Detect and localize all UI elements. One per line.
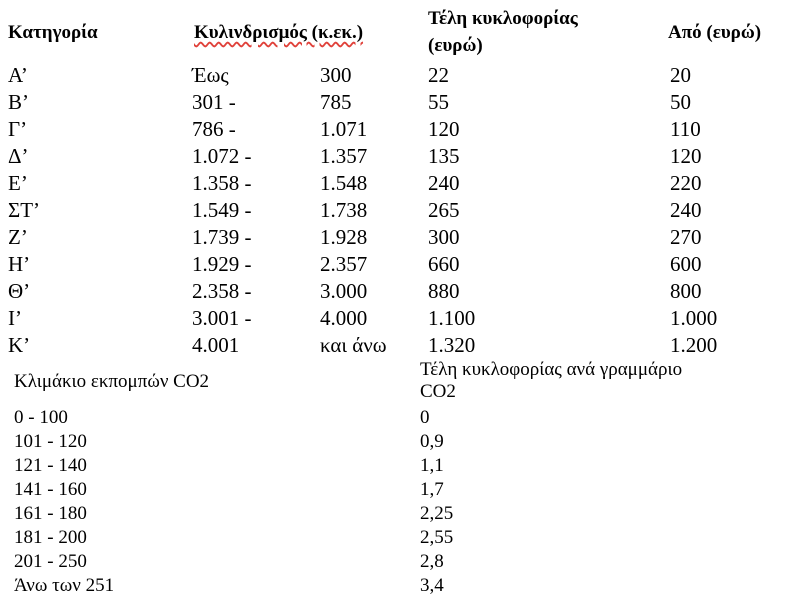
header-category: Κατηγορία (8, 22, 98, 43)
cell-co2-range: 141 - 160 (14, 479, 87, 500)
cell-fee: 880 (428, 279, 460, 303)
cell-cc-to: 1.928 (320, 225, 368, 249)
cell-cc-from: 2.358 - (192, 279, 252, 303)
cell-co2-range: 0 - 100 (14, 407, 68, 428)
cell-fee: 300 (428, 225, 460, 249)
cell-from: 1.200 (670, 333, 718, 357)
cell-category: Α’ (8, 63, 28, 87)
cell-category: Ε’ (8, 171, 28, 195)
header-co2-fee-line2: CO2 (420, 381, 456, 402)
cell-co2-fee: 2,8 (420, 551, 444, 572)
cell-co2-fee: 2,25 (420, 503, 454, 524)
cell-cc-from: 1.549 - (192, 198, 252, 222)
cell-cc-from: 1.072 - (192, 144, 252, 168)
cell-cc-from: Έως (192, 63, 229, 87)
header-displacement: Κυλινδρισμός (κ.εκ.) (194, 22, 364, 43)
cell-cc-from: 1.739 - (192, 225, 252, 249)
cell-co2-range: 201 - 250 (14, 551, 87, 572)
cell-co2-fee: 0 (420, 407, 430, 428)
cell-cc-from: 4.001 (192, 333, 240, 357)
cell-cc-to: 3.000 (320, 279, 368, 303)
cell-from: 240 (670, 198, 702, 222)
cell-co2-range: 161 - 180 (14, 503, 87, 524)
cell-fee: 1.100 (428, 306, 476, 330)
header-co2-scale: Κλιμάκιο εκπομπών CO2 (14, 371, 210, 392)
cell-cc-to: 2.357 (320, 252, 368, 276)
cell-from: 50 (670, 90, 691, 114)
cell-cc-to: 1.738 (320, 198, 368, 222)
cell-fee: 265 (428, 198, 460, 222)
cell-cc-to: 785 (320, 90, 352, 114)
cell-cc-from: 1.358 - (192, 171, 252, 195)
cell-category: Ζ’ (8, 225, 28, 249)
cell-cc-from: 1.929 - (192, 252, 252, 276)
cell-fee: 22 (428, 63, 449, 87)
cell-co2-fee: 1,7 (420, 479, 444, 500)
cell-fee: 660 (428, 252, 460, 276)
cell-category: Κ’ (8, 333, 31, 357)
cell-from: 110 (670, 117, 701, 141)
cell-fee: 1.320 (428, 333, 476, 357)
cell-category: Γ’ (8, 117, 28, 141)
cell-category: Β’ (8, 90, 29, 114)
cell-co2-fee: 0,9 (420, 431, 444, 452)
header-fees-line2: (ευρώ) (428, 35, 483, 56)
cell-cc-to: και άνω (320, 333, 387, 357)
cell-cc-to: 300 (320, 63, 352, 87)
cell-from: 600 (670, 252, 702, 276)
cell-category: Δ’ (8, 144, 29, 168)
cell-fee: 135 (428, 144, 460, 168)
cell-fee: 240 (428, 171, 460, 195)
cell-cc-from: 301 - (192, 90, 236, 114)
cell-cc-to: 1.071 (320, 117, 368, 141)
cell-co2-fee: 2,55 (420, 527, 454, 548)
cell-co2-fee: 1,1 (420, 455, 444, 476)
cell-from: 800 (670, 279, 702, 303)
cell-from: 20 (670, 63, 691, 87)
cell-from: 220 (670, 171, 702, 195)
header-from: Από (ευρώ) (668, 22, 762, 43)
header-fees-line1: Τέλη κυκλοφορίας (428, 8, 578, 29)
cell-from: 1.000 (670, 306, 718, 330)
cell-fee: 55 (428, 90, 449, 114)
cell-co2-range: Άνω των 251 (14, 575, 115, 596)
cell-cc-to: 1.357 (320, 144, 368, 168)
cell-cc-to: 1.548 (320, 171, 368, 195)
cell-category: Η’ (8, 252, 31, 276)
cell-cc-from: 786 - (192, 117, 236, 141)
cell-cc-from: 3.001 - (192, 306, 252, 330)
cell-category: ΣΤ’ (8, 198, 41, 222)
header-co2-fee-line1: Τέλη κυκλοφορίας ανά γραμμάριο (420, 359, 683, 380)
cell-fee: 120 (428, 117, 460, 141)
cell-from: 270 (670, 225, 702, 249)
cell-cc-to: 4.000 (320, 306, 368, 330)
cell-category: Ι’ (8, 306, 22, 330)
cell-co2-range: 181 - 200 (14, 527, 87, 548)
cell-category: Θ’ (8, 279, 31, 303)
cell-co2-fee: 3,4 (420, 575, 444, 596)
cell-co2-range: 121 - 140 (14, 455, 87, 476)
cell-co2-range: 101 - 120 (14, 431, 87, 452)
cell-from: 120 (670, 144, 702, 168)
